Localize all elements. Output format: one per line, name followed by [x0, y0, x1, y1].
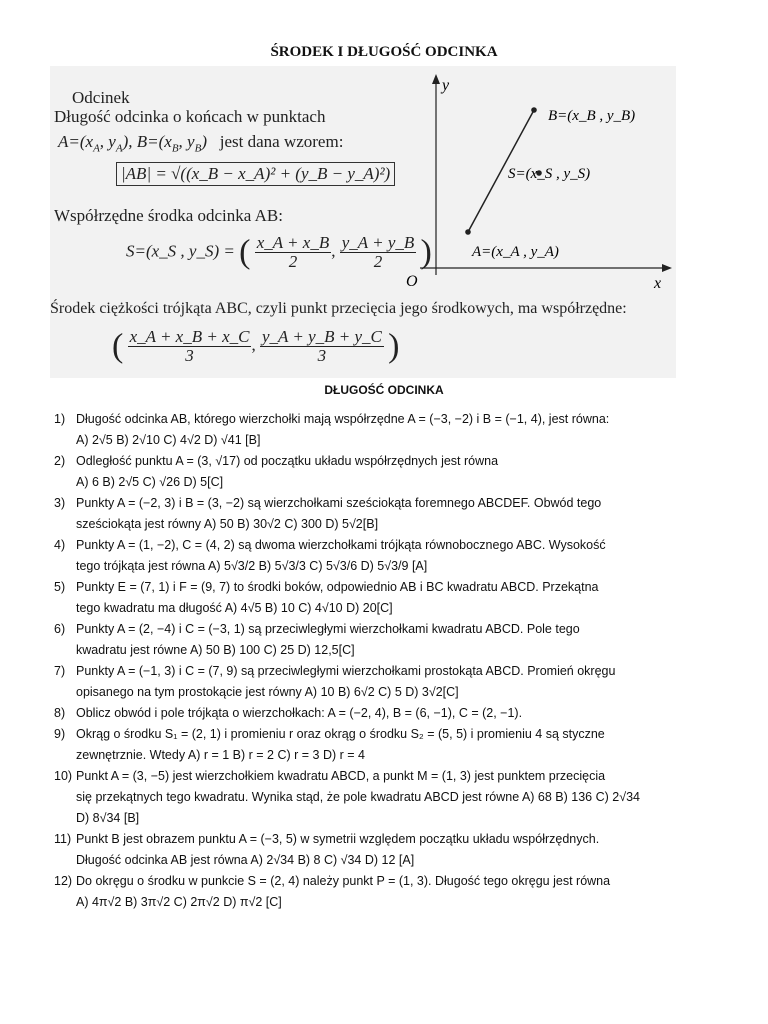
- task-answers: A) 2√5 B) 2√10 C) 4√2 D) √41 [B]: [76, 433, 261, 447]
- task-2: [54, 451, 744, 493]
- formula-intro: jest dana wzorem:: [219, 132, 344, 151]
- task-11: [54, 829, 744, 871]
- paren-left: (: [239, 233, 251, 271]
- task-number: 9): [54, 727, 66, 741]
- point-b-dot: [531, 107, 537, 113]
- paren-right: ): [420, 233, 432, 271]
- denominator: 2: [373, 251, 383, 271]
- numerator: x_A + x_B + x_C: [129, 327, 250, 346]
- mid: , y: [178, 132, 195, 151]
- task-answers: sześciokąta jest równy A) 50 B) 30√2 C) 300 D) 5√2[B]: [76, 517, 379, 531]
- centroid-frac-y: [260, 328, 384, 365]
- origin-label: O: [406, 273, 418, 290]
- task-answers: kwadratu jest równe A) 50 B) 100 C) 25 D) 12,5[C]: [76, 643, 355, 657]
- point-b-def: ), B=(x: [122, 132, 172, 151]
- theory-line-1: Długość odcinka o końcach w punktach: [54, 107, 326, 126]
- task-text: Okrąg o środku S₁ = (2, 1) i promieniu r oraz okrąg o środku S₂ = (5, 5) i promieniu 4 są styczne: [76, 727, 605, 741]
- paren-left: (: [112, 327, 124, 365]
- task-text: Długość odcinka AB, którego wierzchołki mają współrzędne A = (−3, −2) i B = (−1, 4), jest równa:: [76, 412, 610, 426]
- paren-right: ): [388, 327, 400, 365]
- task-text: Punkty A = (−1, 3) i C = (7, 9) są przeciwległymi wierzchołkami prostokąta ABCD. Promień okręgu: [76, 664, 616, 678]
- task-answers: A) 4π√2 B) 3π√2 C) 2π√2 D) π√2 [C]: [76, 895, 282, 909]
- task-5: [54, 577, 744, 619]
- sub: A: [93, 142, 100, 155]
- theory-line-2: [58, 132, 343, 154]
- numerator: y_A + y_B + y_C: [261, 327, 382, 346]
- point-a-label: A=(x_A , y_A): [472, 244, 559, 260]
- x-axis-label: x: [654, 275, 662, 292]
- mid: , y: [99, 132, 116, 151]
- task-answers: Długość odcinka AB jest równa A) 2√34 B) 8 C) √34 D) 12 [A]: [76, 853, 415, 867]
- task-number: 5): [54, 580, 66, 594]
- section-heading: DŁUGOŚĆ ODCINKA: [324, 383, 444, 397]
- length-formula-box: |AB| = √((x_B − x_A)² + (y_B − y_A)²): [116, 162, 395, 186]
- sub: A: [115, 142, 123, 155]
- y-axis-arrow-icon: [432, 74, 440, 84]
- task-number: 2): [54, 454, 66, 468]
- point-b-label: B=(x_B , y_B): [548, 108, 636, 124]
- task-number: 12): [54, 874, 73, 888]
- coordinate-figure: [396, 70, 676, 294]
- task-answers: D) 8√34 [B]: [76, 811, 140, 825]
- task-10: [54, 766, 744, 829]
- centroid-formula: ( $\frac{x\_A + x\_B + x\_C}{3}$ , $\frac{y\_A + y\_B + y\_C}{3}$ ): [112, 327, 400, 365]
- y-axis-label: y: [442, 77, 450, 94]
- sub: B: [194, 142, 202, 155]
- task-6: [54, 619, 744, 661]
- denominator: 2: [288, 251, 298, 271]
- task-text: Odległość punktu A = (3, √17) od początku układu współrzędnych jest równa: [76, 454, 499, 468]
- task-8: [54, 703, 744, 724]
- task-number: 4): [54, 538, 66, 552]
- task-answers: A) 6 B) 2√5 C) √26 D) 5[C]: [76, 475, 224, 489]
- point-s-label: S=(x_S , y_S): [508, 166, 591, 182]
- x-axis-arrow-icon: [662, 264, 672, 272]
- task-12: [54, 871, 744, 913]
- task-answers: tego trójkąta jest równa A) 5√3/2 B) 5√3/3 C) 5√3/6 D) 5√3/9 [A]: [76, 559, 428, 573]
- denominator: 3: [185, 345, 194, 365]
- task-number: 8): [54, 706, 66, 720]
- task-answers: zewnętrznie. Wtedy A) r = 1 B) r = 2 C) r = 3 D) r = 4: [76, 748, 365, 762]
- task-text: Punkty A = (−2, 3) i B = (3, −2) są wierzchołkami sześciokąta foremnego ABCDEF. Obwód tego: [76, 496, 602, 510]
- midpoint-heading: Współrzędne środka odcinka AB:: [54, 206, 283, 225]
- end: ): [201, 132, 207, 151]
- task-number: 10): [54, 769, 73, 783]
- task-number: 7): [54, 664, 66, 678]
- task-4: [54, 535, 744, 577]
- midpoint-lhs: S=(x_S , y_S) =: [126, 241, 235, 261]
- page-title: ŚRODEK I DŁUGOŚĆ ODCINKA: [270, 44, 498, 60]
- sub: B: [171, 142, 179, 155]
- task-text-continued: się przekątnych tego kwadratu. Wynika stąd, że pole kwadratu ABCD jest równe A) 68 B) 136 C) 2√34: [76, 790, 640, 804]
- numerator: y_A + y_B: [341, 233, 415, 252]
- task-text: Punkty E = (7, 1) i F = (9, 7) to środki boków, odpowiednio AB i BC kwadratu ABCD. Przekątna: [76, 580, 599, 594]
- length-formula: [116, 162, 395, 186]
- denominator: 3: [317, 345, 327, 365]
- task-answers: tego kwadratu ma długość A) 4√5 B) 10 C) 4√10 D) 20[C]: [76, 601, 393, 615]
- task-text: Punkty A = (2, −4) i C = (−3, 1) są przeciwległymi wierzchołkami kwadratu ABCD. Pole tego: [76, 622, 580, 636]
- task-number: 11): [54, 832, 72, 846]
- numerator: x_A + x_B: [256, 233, 330, 252]
- theory-heading: Odcinek: [72, 88, 130, 107]
- task-number: 6): [54, 622, 66, 636]
- point-a-def: A=(x: [58, 132, 94, 151]
- task-number: 1): [54, 412, 66, 426]
- centroid-text: Środek ciężkości trójkąta ABC, czyli punkt przecięcia jego środkowych, ma współrzędne:: [50, 300, 627, 317]
- task-text: Punkt B jest obrazem punktu A = (−3, 5) w symetrii względem początku układu współrzędnych.: [76, 832, 600, 846]
- task-list: [54, 409, 744, 913]
- midpoint-frac-x: [255, 234, 332, 271]
- point-a-dot: [465, 229, 471, 235]
- task-text: Do okręgu o środku w punkcie S = (2, 4) należy punkt P = (1, 3). Długość tego okręgu jest równa: [76, 874, 611, 888]
- task-3: [54, 493, 744, 535]
- task-answers: opisanego na tym prostokącie jest równy A) 10 B) 6√2 C) 5 D) 3√2[C]: [76, 685, 459, 699]
- task-9: [54, 724, 744, 766]
- task-number: 3): [54, 496, 66, 510]
- task-7: [54, 661, 744, 703]
- task-text: Punkty A = (1, −2), C = (4, 2) są dwoma wierzchołkami trójkąta równobocznego ABC. Wysokość: [76, 538, 606, 552]
- theory-box: [50, 66, 676, 378]
- task-1: [54, 409, 744, 451]
- task-text: Punkt A = (3, −5) jest wierzchołkiem kwadratu ABCD, a punkt M = (1, 3) jest punktem przecięcia: [76, 769, 606, 783]
- centroid-frac-x: [128, 328, 252, 365]
- midpoint-formula: S=(x_S , y_S) = ( $\frac{x\_A + x\_B}{2}$ , $\frac{y\_A + y\_B}{2}$ ): [126, 233, 432, 271]
- task-text: Oblicz obwód i pole trójkąta o wierzchołkach: A = (−2, 4), B = (6, −1), C = (2, −1).: [76, 706, 523, 720]
